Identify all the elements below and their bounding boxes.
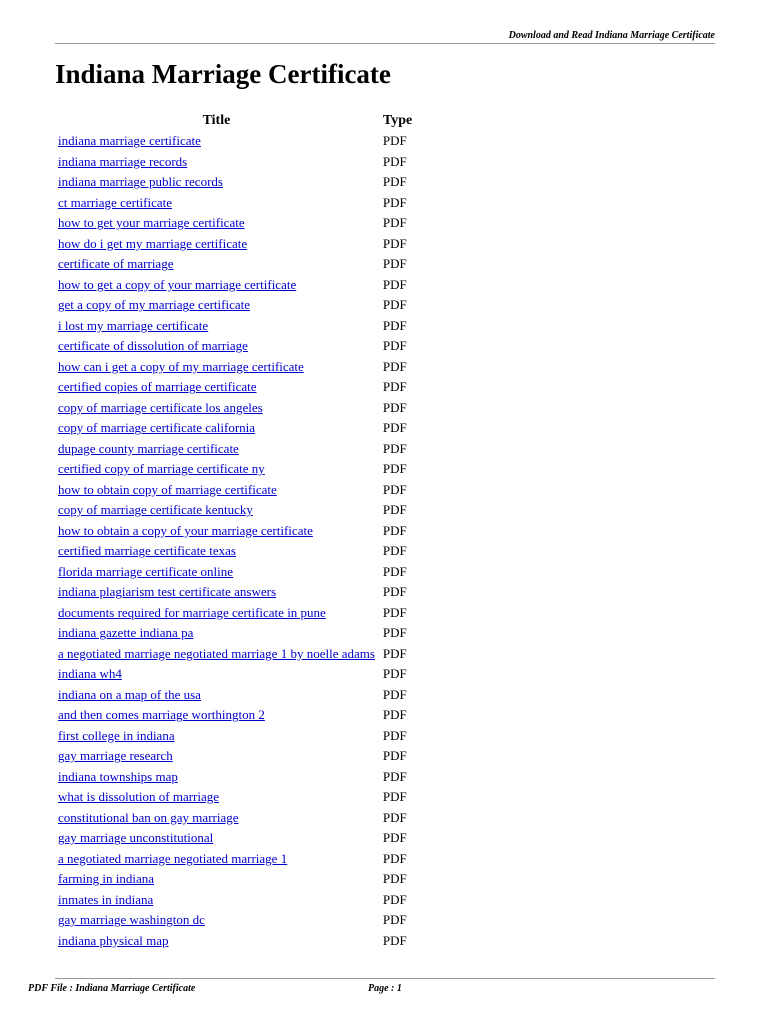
table-row [55,808,415,829]
document-link[interactable]: farming in indiana [58,871,155,887]
document-link[interactable]: certified copies of marriage certificate [58,379,257,395]
type-cell: PDF [382,809,407,825]
table-row [55,152,415,173]
table-row [55,316,415,337]
title-cell [55,685,378,706]
document-link[interactable]: documents required for marriage certificate in pune [58,604,326,620]
table-row [55,131,415,152]
title-cell [55,808,378,829]
document-link[interactable]: gay marriage washington dc [58,912,205,928]
table-row [55,890,415,911]
title-cell [55,213,378,234]
title-cell [55,623,378,644]
title-cell [55,295,378,316]
running-header: Download and Read Indiana Marriage Certificate [508,30,715,41]
footer-divider [55,978,715,979]
title-cell [55,562,378,583]
table-row [55,377,415,398]
table-row [55,418,415,439]
table-row [55,295,415,316]
title-cell [55,890,378,911]
document-link[interactable]: indiana plagiarism test certificate answers [58,584,277,600]
type-cell: PDF [382,686,407,702]
document-link[interactable]: copy of marriage certificate los angeles [58,399,263,415]
type-cell: PDF [382,522,407,538]
title-cell [55,910,378,931]
type-cell: PDF [382,707,407,723]
title-cell [55,377,378,398]
document-link[interactable]: copy of marriage certificate california [58,420,256,436]
type-cell: PDF [382,748,407,764]
type-cell: PDF [382,420,407,436]
type-cell: PDF [382,871,407,887]
type-cell: PDF [382,256,407,272]
table-row [55,357,415,378]
table-row [55,664,415,685]
title-cell [55,275,378,296]
table-row [55,500,415,521]
type-cell: PDF [382,891,407,907]
table-row [55,705,415,726]
title-cell [55,521,378,542]
type-cell: PDF [382,153,407,169]
footer-page-label: Page : 1 [368,983,402,994]
table-row [55,521,415,542]
type-cell: PDF [382,174,407,190]
type-cell: PDF [382,563,407,579]
title-cell [55,193,378,214]
type-cell: PDF [382,645,407,661]
title-cell [55,172,378,193]
title-cell [55,398,378,419]
document-link[interactable]: how can i get a copy of my marriage certificate [58,358,304,374]
type-cell: PDF [382,543,407,559]
table-row [55,213,415,234]
table-row [55,869,415,890]
title-cell [55,439,378,460]
title-cell [55,459,378,480]
title-cell [55,931,378,952]
document-link[interactable]: indiana wh4 [58,666,122,682]
table-row [55,644,415,665]
document-link[interactable]: how do i get my marriage certificate [58,235,248,251]
document-link[interactable]: dupage county marriage certificate [58,440,239,456]
title-cell [55,644,378,665]
type-cell: PDF [382,215,407,231]
table-header-row [55,110,415,131]
footer-file-label: PDF File : Indiana Marriage Certificate [28,983,196,994]
title-cell [55,152,378,173]
title-cell [55,234,378,255]
document-link[interactable]: indiana marriage records [58,153,188,169]
header-divider [55,43,715,44]
type-cell: PDF [382,912,407,928]
document-link[interactable]: a negotiated marriage negotiated marriage 1 by noelle adams [58,645,375,661]
document-link[interactable]: indiana gazette indiana pa [58,625,194,641]
title-cell [55,357,378,378]
type-cell: PDF [382,789,407,805]
type-cell: PDF [382,502,407,518]
document-link[interactable]: how to obtain copy of marriage certificate [58,481,277,497]
table-row [55,746,415,767]
type-cell: PDF [382,440,407,456]
table-row [55,459,415,480]
page-title: Indiana Marriage Certificate [55,59,391,89]
type-cell: PDF [382,604,407,620]
column-header-type: Type [382,112,413,128]
title-cell [55,746,378,767]
document-link[interactable]: inmates in indiana [58,891,154,907]
document-link[interactable]: first college in indiana [58,727,175,743]
title-cell [55,869,378,890]
document-link[interactable]: gay marriage research [58,748,173,764]
document-link[interactable]: florida marriage certificate online [58,563,234,579]
table-row [55,193,415,214]
table-row [55,234,415,255]
document-link[interactable]: what is dissolution of marriage [58,789,220,805]
table-row [55,582,415,603]
table-row [55,172,415,193]
document-link[interactable]: constitutional ban on gay marriage [58,809,239,825]
type-cell: PDF [382,727,407,743]
title-cell [55,541,378,562]
document-link[interactable]: gay marriage unconstitutional [58,830,214,846]
document-link[interactable]: get a copy of my marriage certificate [58,297,251,313]
title-cell [55,582,378,603]
type-cell: PDF [382,625,407,641]
type-cell: PDF [382,379,407,395]
type-cell: PDF [382,194,407,210]
document-list-table [55,110,415,951]
document-link[interactable]: copy of marriage certificate kentucky [58,502,253,518]
table-row [55,254,415,275]
title-cell [55,664,378,685]
document-link[interactable]: indiana marriage public records [58,174,223,190]
type-cell: PDF [382,297,407,313]
title-cell [55,254,378,275]
type-cell: PDF [382,338,407,354]
document-link[interactable]: how to obtain a copy of your marriage certificate [58,522,313,538]
table-row [55,849,415,870]
type-cell: PDF [382,235,407,251]
table-row [55,726,415,747]
type-cell: PDF [382,399,407,415]
title-cell [55,316,378,337]
type-cell: PDF [382,584,407,600]
document-link[interactable]: certified copy of marriage certificate ny [58,461,265,477]
table-row [55,541,415,562]
document-link[interactable]: ct marriage certificate [58,194,173,210]
title-cell [55,418,378,439]
type-cell: PDF [382,830,407,846]
column-header-title: Title [202,112,231,128]
document-link[interactable]: indiana on a map of the usa [58,686,201,702]
title-cell [55,767,378,788]
table-row [55,480,415,501]
title-cell [55,828,378,849]
table-row [55,828,415,849]
type-cell: PDF [382,768,407,784]
document-link[interactable]: i lost my marriage certificate [58,317,209,333]
table-row [55,562,415,583]
document-link[interactable]: indiana marriage certificate [58,133,201,149]
title-cell [55,726,378,747]
table-row [55,398,415,419]
type-cell: PDF [382,461,407,477]
table-row [55,931,415,952]
table-row [55,623,415,644]
table-row [55,685,415,706]
table-row [55,767,415,788]
title-cell [55,705,378,726]
title-cell [55,603,378,624]
table-row [55,275,415,296]
title-cell [55,849,378,870]
type-cell: PDF [382,358,407,374]
table-row [55,439,415,460]
type-cell: PDF [382,932,407,948]
type-cell: PDF [382,666,407,682]
table-row [55,787,415,808]
table-row [55,603,415,624]
table-row [55,336,415,357]
table-body [55,131,415,951]
document-link[interactable]: how to get your marriage certificate [58,215,245,231]
document-link[interactable]: certificate of marriage [58,256,174,272]
document-link[interactable]: a negotiated marriage negotiated marriage 1 [58,850,288,866]
title-cell [55,500,378,521]
type-cell: PDF [382,481,407,497]
type-cell: PDF [382,317,407,333]
document-link[interactable]: indiana townships map [58,768,178,784]
title-cell [55,480,378,501]
type-cell: PDF [382,276,407,292]
title-cell [55,787,378,808]
document-link[interactable]: indiana physical map [58,932,169,948]
document-link[interactable]: certified marriage certificate texas [58,543,236,559]
title-cell [55,336,378,357]
type-cell: PDF [382,133,407,149]
document-link[interactable]: and then comes marriage worthington 2 [58,707,265,723]
type-cell: PDF [382,850,407,866]
title-cell [55,131,378,152]
document-link[interactable]: how to get a copy of your marriage certificate [58,276,297,292]
table-row [55,910,415,931]
document-link[interactable]: certificate of dissolution of marriage [58,338,248,354]
